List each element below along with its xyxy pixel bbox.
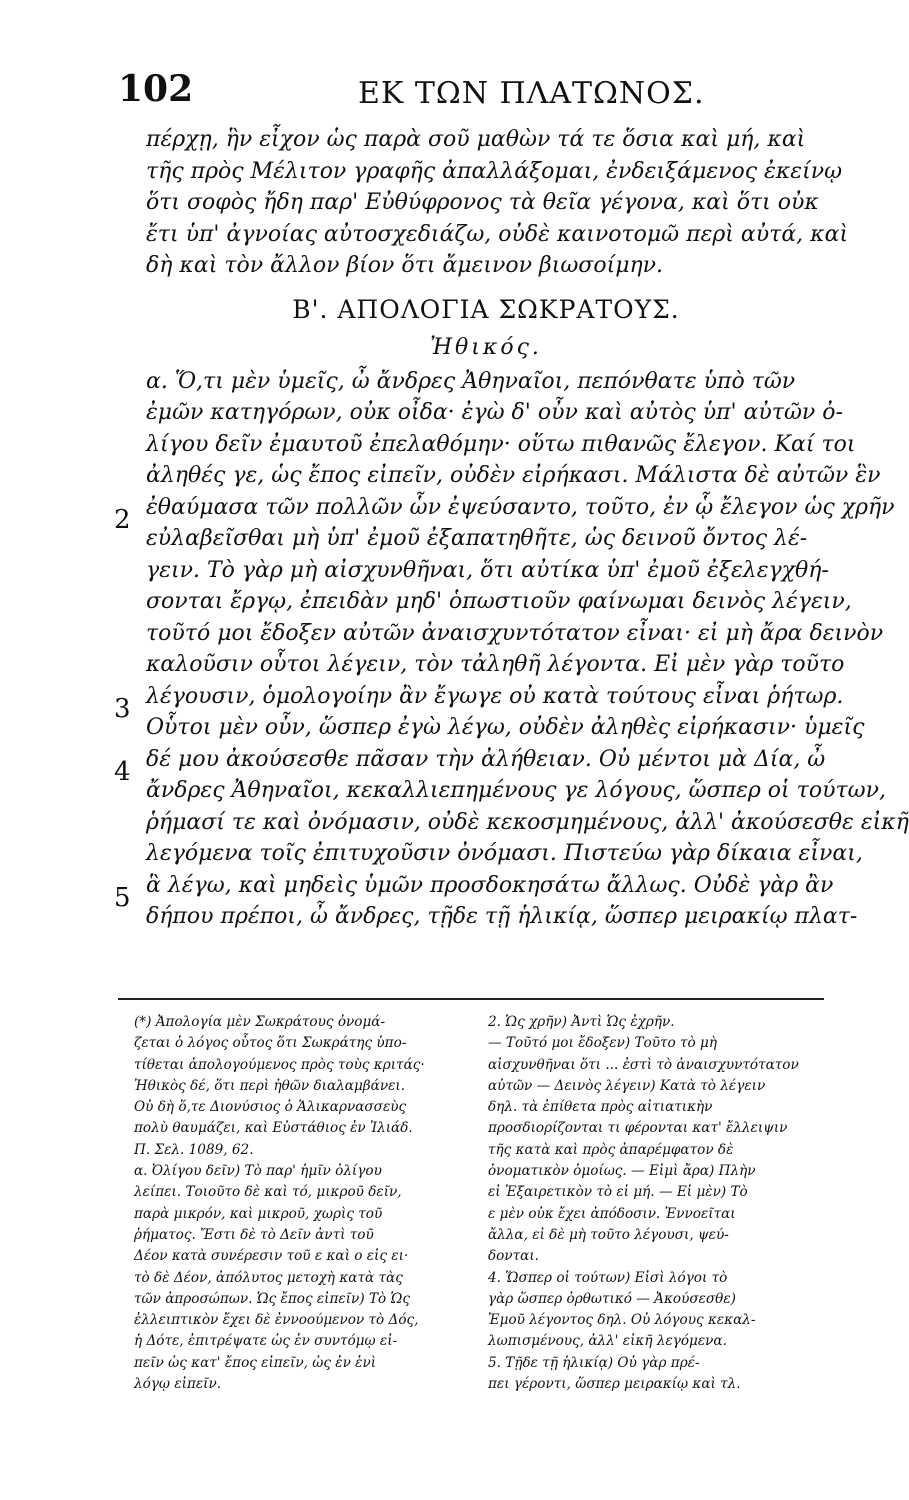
text-line: ῥήμασί τε καὶ ὀνόμασιν, οὐδὲ κεκοσμημένους, ἀλλ' ἀκούσεσθε εἰκῆ [146, 809, 909, 835]
footnote-line: πει γέροντι, ὥσπερ μειρακίῳ καὶ τλ. [488, 1376, 741, 1393]
footnote-line: εἰ Ἐξαιρετικὸν τὸ εἰ μή. — Εἰ μὲν) Τὸ [488, 1184, 748, 1201]
footnote-line: — Τοῦτό μοι ἔδοξεν) Τοῦτο τὸ μὴ [488, 1035, 718, 1052]
footnote-line: τῶν ἀπροσώπων. Ὡς ἔπος εἰπεῖν) Τὸ Ὡς [134, 1290, 410, 1307]
text-line: σονται ἔργῳ, ἐπειδὰν μηδ' ὁπωστιοῦν φαίνωμαι δεινὸς λέγειν, [146, 589, 852, 614]
text-line: ἔτι ὑπ' ἀγνοίας αὐτοσχεδιάζω, οὐδὲ καινοτομῶ περὶ αὐτά, καὶ [146, 221, 849, 247]
margin-number: 2 [114, 505, 131, 535]
text-line: ἃ λέγω, καὶ μηδεὶς ὑμῶν προσδοκησάτω ἄλλως. Οὐδὲ γὰρ ἂν [146, 872, 834, 898]
footnote-line: ἄλλα, εἰ δὲ μὴ τοῦτο λέγουσι, ψεύ- [488, 1226, 729, 1243]
page-number: 102 [118, 68, 194, 110]
footnote-line: ἐλλειπτικὸν ἔχει δὲ ἐννοούμενον τὸ Δός, [134, 1312, 419, 1329]
text-line: ἐθαύμασα τῶν πολλῶν ὧν ἐψεύσαντο, τοῦτο, ἐν ᾧ ἔλεγον ὡς χρῆν [146, 494, 895, 520]
footnote-line: προσδιορίζονται τι φέρονται κατ' ἔλλειψιν [488, 1120, 788, 1137]
footnote-line: 4. Ὥσπερ οἱ τούτων) Εἰσὶ λόγοι τὸ [488, 1269, 728, 1286]
text-line: λέγουσιν, ὁμολογοίην ἂν ἔγωγε οὐ κατὰ τούτους εἶναι ῥήτωρ. [146, 683, 844, 709]
text-line: καλοῦσιν οὗτοι λέγειν, τὸν τἀληθῆ λέγοντα. Εἰ μὲν γὰρ τοῦτο [146, 652, 845, 677]
footnote-line: ἡ Δότε, ἐπιτρέψατε ὡς ἐν συντόμῳ εἰ- [134, 1333, 398, 1350]
footnote-line: αὐτῶν — Δεινὸς λέγειν) Κατὰ τὸ λέγειν [488, 1077, 766, 1094]
text-line: γειν. Τὸ γὰρ μὴ αἰσχυνθῆναι, ὅτι αὐτίκα ὑπ' ἐμοῦ ἐξελεγχθή- [146, 557, 829, 583]
footnote-line: Π. Σελ. 1089, 62. [134, 1141, 254, 1158]
footnote-line: 2. Ὡς χρῆν) Ἀντὶ Ὡς ἐχρῆν. [488, 1014, 675, 1030]
footnote-line: ὀνοματικὸν ὁμοίως. — Εἰμὶ ἄρα) Πλὴν [488, 1163, 756, 1180]
text-line: εὐλαβεῖσθαι μὴ ὑπ' ἐμοῦ ἐξαπατηθῆτε, ὡς δεινοῦ ὄντος λέ- [146, 526, 808, 551]
text-line: τῆς πρὸς Μέλιτον γραφῆς ἀπαλλάξομαι, ἐνδειξάμενος ἐκείνῳ [146, 158, 843, 184]
footnote-line: πεῖν ὡς κατ' ἔπος εἰπεῖν, ὡς ἐν ἑνὶ [134, 1354, 377, 1371]
footnote-line: (*) Ἀπολογία μὲν Σωκράτους ὀνομά- [134, 1014, 386, 1030]
footnote-line: λωπισμένους, ἀλλ' εἰκῆ λεγόμενα. [488, 1333, 727, 1350]
footnote-line: Ἐμοῦ λέγοντος δηλ. Οὐ λόγους κεκαλ- [488, 1312, 756, 1329]
text-line: ἐμῶν κατηγόρων, οὐκ οἶδα· ἐγὼ δ' οὖν καὶ αὐτὸς ὑπ' αὐτῶν ὀ- [146, 400, 843, 425]
text-line: Οὗτοι μὲν οὖν, ὥσπερ ἐγὼ λέγω, οὐδὲν ἀληθὲς εἰρήκασιν· ὑμεῖς [146, 715, 865, 740]
text-line: δέ μου ἀκούσεσθε πᾶσαν τὴν ἀλήθειαν. Οὐ μέντοι μὰ Δία, ὦ [146, 746, 826, 772]
text-line: α. Ὅ,τι μὲν ὑμεῖς, ὦ ἄνδρες Ἀθηναῖοι, πεπόνθατε ὑπὸ τῶν [146, 368, 796, 394]
footnote-line: πολὺ θαυμάζει, καὶ Εὐστάθιος ἐν Ἰλιάδ. [134, 1120, 413, 1137]
text-line: πέρχῃ, ἣν εἶχον ὡς παρὰ σοῦ μαθὼν τά τε ὅσια καὶ μή, καὶ [146, 127, 806, 152]
footnote-line: δονται. [488, 1248, 539, 1265]
footnote-line: τὸ δὲ Δέον, ἀπόλυτος μετοχὴ κατὰ τὰς [134, 1269, 403, 1286]
page-header [118, 68, 818, 118]
footnote-line: τῆς κατὰ καὶ πρὸς ἀπαρέμφατον δὲ [488, 1141, 734, 1158]
text-line: δήπου πρέποι, ὦ ἄνδρες, τῇδε τῇ ἡλικίᾳ, ὥσπερ μειρακίῳ πλατ- [146, 904, 858, 929]
footnote-line: Δέον κατὰ συνέρεσιν τοῦ ε καὶ ο εἰς ει· [134, 1248, 409, 1265]
footnotes-left-column [134, 1012, 464, 1395]
footnote-line: α. Ὀλίγου δεῖν) Τὸ παρ' ἡμῖν ὀλίγου [134, 1163, 382, 1180]
text-line: ἀληθές γε, ὡς ἔπος εἰπεῖν, οὐδὲν εἰρήκασι. Μάλιστα δὲ αὐτῶν ἓν [146, 463, 881, 488]
footnote-line: ζεται ὁ λόγος οὗτος ὅτι Σωκράτης ὑπο- [134, 1035, 407, 1052]
footnote-line: Οὐ δὴ ὅ,τε Διονύσιος ὁ Ἁλικαρνασσεὺς [134, 1099, 407, 1116]
footnote-line: λείπει. Τοιοῦτο δὲ καὶ τό, μικροῦ δεῖν, [134, 1184, 402, 1201]
footnote-line: ῥήματος. Ἔστι δὲ τὸ Δεῖν ἀντὶ τοῦ [134, 1226, 374, 1243]
running-title: ΕΚ ΤΩΝ ΠΛΑΤΩΝΟΣ. [358, 76, 705, 111]
margin-number: 5 [114, 883, 131, 913]
footnote-line: λόγῳ εἰπεῖν. [134, 1376, 222, 1393]
footnote-line: ε μὲν οὐκ ἔχει ἀπόδοσιν. Ἐννοεῖται [488, 1205, 736, 1222]
section-title: Β'. ΑΠΟΛΟΓΙΑ ΣΩΚΡΑΤΟΥΣ. [292, 294, 680, 324]
section-subtitle: Ἠθικός. [430, 334, 542, 360]
footnote-line: παρὰ μικρόν, καὶ μικροῦ, χωρὶς τοῦ [134, 1205, 383, 1222]
text-line: ὅτι σοφὸς ἤδη παρ' Εὐθύφρονος τὰ θεῖα γέγονα, καὶ ὅτι οὐκ [146, 190, 819, 215]
footnote-line: Ἠθικὸς δέ, ὅτι περὶ ἠθῶν διαλαμβάνει. [134, 1077, 406, 1094]
footnote-divider [118, 998, 824, 1000]
footnote-line: αἰσχυνθῆναι ὅτι ... ἐστὶ τὸ ἀναισχυντότατον [488, 1056, 799, 1073]
text-line: τοῦτό μοι ἔδοξεν αὐτῶν ἀναισχυντότατον εἶναι· εἰ μὴ ἄρα δεινὸν [146, 620, 884, 646]
footnotes-right-column [488, 1012, 824, 1395]
margin-number: 3 [114, 694, 131, 724]
footnote-line: τίθεται ἀπολογούμενος πρὸς τοὺς κριτάς· [134, 1056, 425, 1073]
text-line: λεγόμενα τοῖς ἐπιτυχοῦσιν ὀνόμασι. Πιστεύω γὰρ δίκαια εἶναι, [146, 841, 863, 866]
footnote-line: δηλ. τὰ ἐπίθετα πρὸς αἰτιατικὴν [488, 1099, 713, 1116]
text-line: δὴ καὶ τὸν ἄλλον βίον ὅτι ἄμεινον βιωσοίμην. [146, 253, 664, 278]
text-line: λίγου δεῖν ἐμαυτοῦ ἐπελαθόμην· οὕτω πιθανῶς ἔλεγον. Καί τοι [146, 431, 856, 457]
footnote-line: 5. Τῇδε τῇ ἡλικίᾳ) Οὐ γὰρ πρέ- [488, 1354, 700, 1371]
text-line: ἄνδρες Ἀθηναῖοι, κεκαλλιεπημένους γε λόγους, ὥσπερ οἱ τούτων, [146, 778, 886, 803]
margin-number: 4 [114, 757, 131, 787]
main-text [146, 124, 909, 933]
footnote-line: γὰρ ὥσπερ ὀρθωτικό — Ἀκούσεσθε) [488, 1290, 736, 1307]
